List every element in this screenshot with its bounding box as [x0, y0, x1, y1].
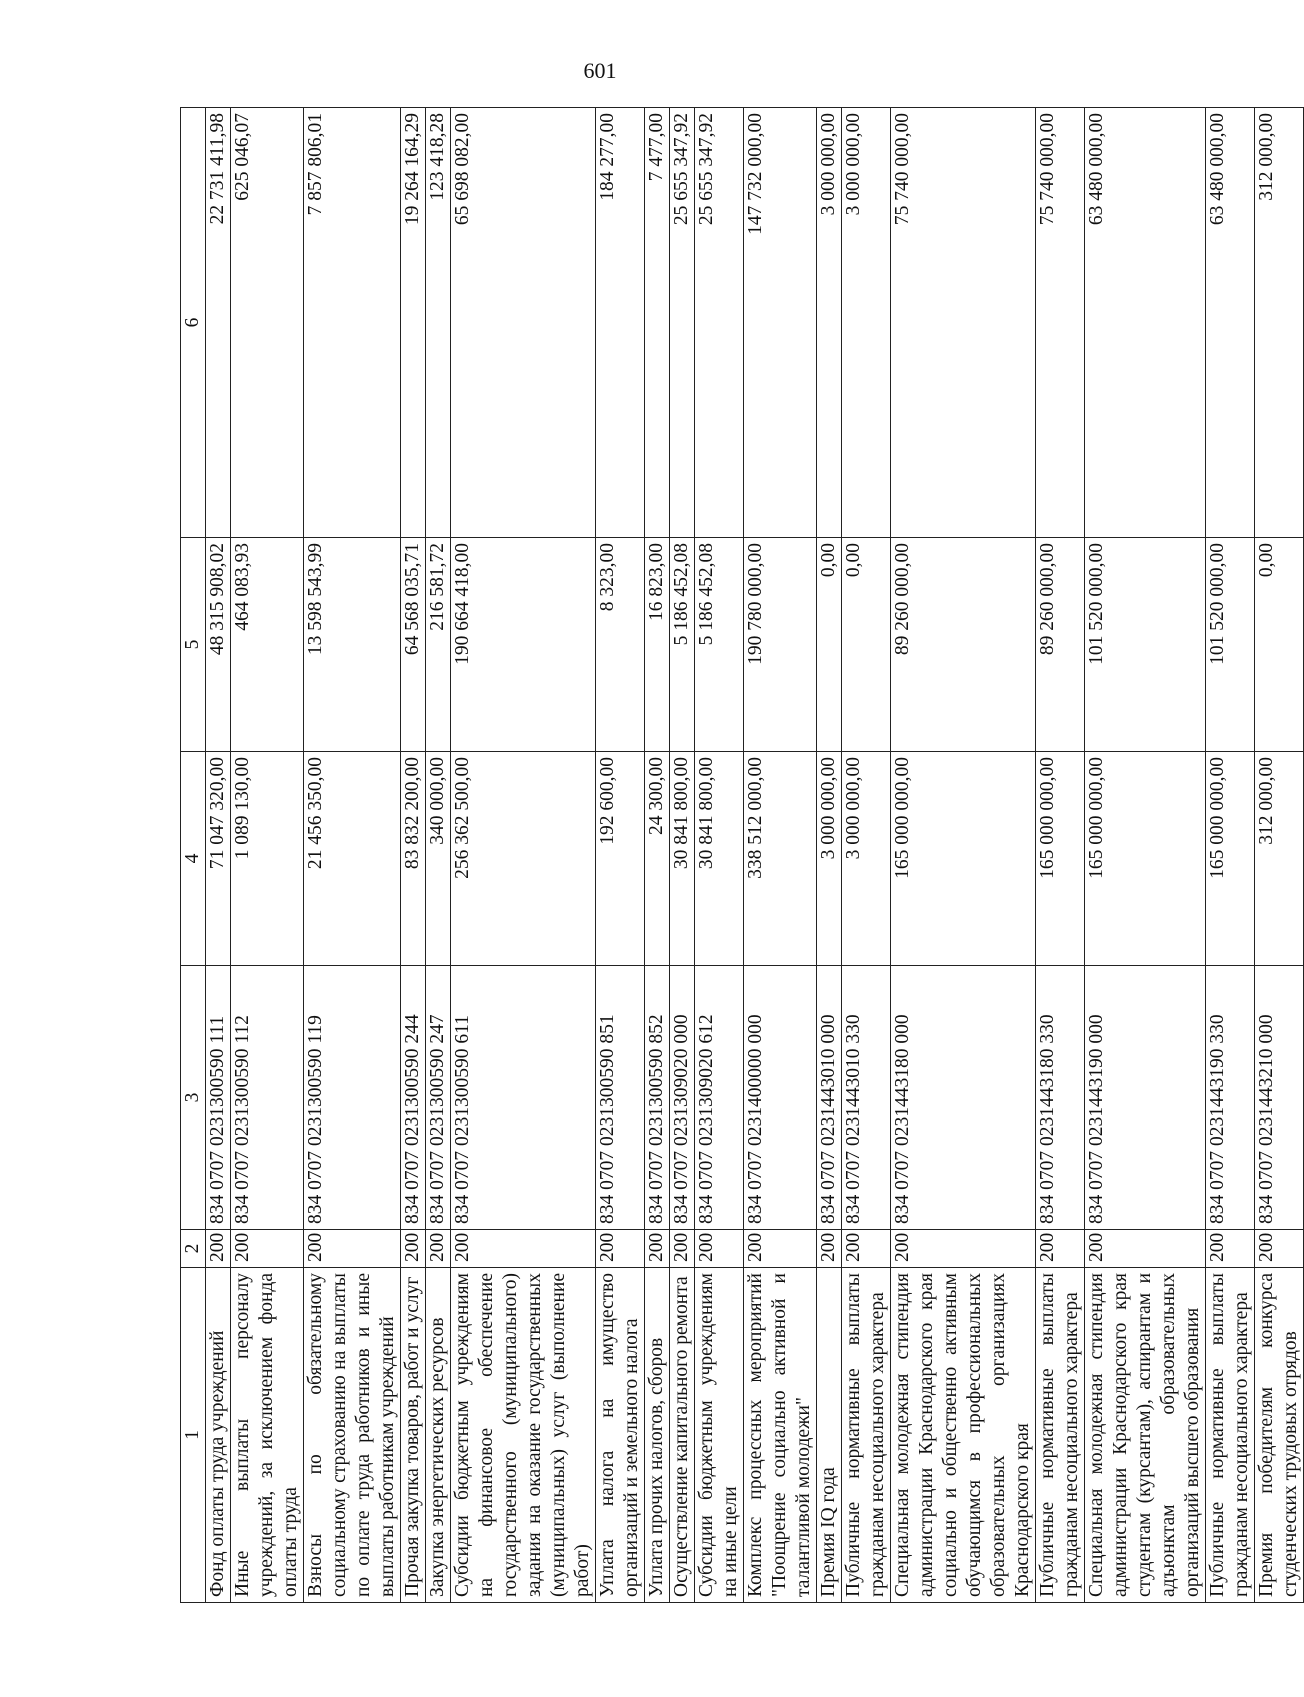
executed-amount-cell: 8 323,00: [596, 538, 645, 752]
executed-amount-cell: 101 520 000,00: [1085, 538, 1206, 752]
executed-amount-cell: 89 260 000,00: [891, 538, 1036, 752]
approved-amount-cell: 30 841 800,00: [695, 752, 744, 966]
line-code-cell: 200: [891, 1230, 1036, 1268]
line-code-cell: 200: [744, 1230, 817, 1268]
executed-amount-cell: 5 186 452,08: [670, 538, 695, 752]
table-row: [670, 108, 695, 1603]
approved-amount-cell: 165 000 000,00: [1206, 752, 1255, 966]
table-row: [206, 108, 231, 1603]
column-header: 4: [181, 752, 206, 966]
header-row: [181, 108, 206, 1603]
line-code-cell: 200: [1206, 1230, 1255, 1268]
unexecuted-amount-cell: 312 000,00: [1255, 108, 1304, 538]
unexecuted-amount-cell: 75 740 000,00: [1036, 108, 1085, 538]
approved-amount-cell: 338 512 000,00: [744, 752, 817, 966]
executed-amount-cell: 89 260 000,00: [1036, 538, 1085, 752]
budget-classification-code-cell: 834 0707 0231300590 119: [304, 966, 401, 1230]
budget-classification-code-cell: 834 0707 0231300590 247: [426, 966, 451, 1230]
approved-amount-cell: 3 000 000,00: [842, 752, 891, 966]
budget-classification-code-cell: 834 0707 0231443210 000: [1255, 966, 1304, 1230]
budget-classification-code-cell: 834 0707 0231443180 330: [1036, 966, 1085, 1230]
table-row: [1085, 108, 1206, 1603]
table-row: [304, 108, 401, 1603]
line-code-cell: 200: [670, 1230, 695, 1268]
table-row: [231, 108, 304, 1603]
approved-amount-cell: 165 000 000,00: [1036, 752, 1085, 966]
unexecuted-amount-cell: 123 418,28: [426, 108, 451, 538]
budget-classification-code-cell: 834 0707 0231300590 611: [451, 966, 596, 1230]
executed-amount-cell: 216 581,72: [426, 538, 451, 752]
column-header: 6: [181, 108, 206, 538]
table-row: [596, 108, 645, 1603]
budget-classification-code-cell: 834 0707 0231300590 112: [231, 966, 304, 1230]
budget-classification-code-cell: 834 0707 0231300590 852: [645, 966, 670, 1230]
executed-amount-cell: 64 568 035,71: [401, 538, 426, 752]
budget-classification-code-cell: 834 0707 0231309020 612: [695, 966, 744, 1230]
table-row: [426, 108, 451, 1603]
unexecuted-amount-cell: 3 000 000,00: [842, 108, 891, 538]
table-row: [695, 108, 744, 1603]
table-row: [842, 108, 891, 1603]
approved-amount-cell: 83 832 200,00: [401, 752, 426, 966]
unexecuted-amount-cell: 63 480 000,00: [1085, 108, 1206, 538]
unexecuted-amount-cell: 65 698 082,00: [451, 108, 596, 538]
expense-name-cell: Публичные нормативные выплаты гражданам несоциального характера: [842, 1268, 891, 1603]
line-code-cell: 200: [1036, 1230, 1085, 1268]
approved-amount-cell: 24 300,00: [645, 752, 670, 966]
rotated-table-container: [180, 108, 1301, 1603]
budget-classification-code-cell: 834 0707 0231443010 330: [842, 966, 891, 1230]
budget-classification-code-cell: 834 0707 0231300590 851: [596, 966, 645, 1230]
expense-name-cell: Специальная молодежная стипендия администрации Краснодарского края студентам (курсантам), аспирантам и адъюнктам образовательных организаций высшего образования: [1085, 1268, 1206, 1603]
expense-name-cell: Субсидии бюджетным учреждениям на финансовое обеспечение государственного (муниципального) задания на оказание государственных (муниципальных) услуг (выполнение работ): [451, 1268, 596, 1603]
unexecuted-amount-cell: 7 477,00: [645, 108, 670, 538]
executed-amount-cell: 16 823,00: [645, 538, 670, 752]
unexecuted-amount-cell: 625 046,07: [231, 108, 304, 538]
line-code-cell: 200: [426, 1230, 451, 1268]
line-code-cell: 200: [645, 1230, 670, 1268]
table-row: [817, 108, 842, 1603]
line-code-cell: 200: [401, 1230, 426, 1268]
expense-name-cell: Уплата прочих налогов, сборов: [645, 1268, 670, 1603]
line-code-cell: 200: [695, 1230, 744, 1268]
approved-amount-cell: 165 000 000,00: [1085, 752, 1206, 966]
table-row: [1036, 108, 1085, 1603]
executed-amount-cell: 101 520 000,00: [1206, 538, 1255, 752]
expense-name-cell: Публичные нормативные выплаты гражданам несоциального характера: [1036, 1268, 1085, 1603]
approved-amount-cell: 30 841 800,00: [670, 752, 695, 966]
line-code-cell: 200: [304, 1230, 401, 1268]
budget-classification-code-cell: 834 0707 0231400000 000: [744, 966, 817, 1230]
line-code-cell: 200: [231, 1230, 304, 1268]
unexecuted-amount-cell: 25 655 347,92: [670, 108, 695, 538]
column-header: 3: [181, 966, 206, 1230]
line-code-cell: 200: [206, 1230, 231, 1268]
table-row: [645, 108, 670, 1603]
budget-classification-code-cell: 834 0707 0231443180 000: [891, 966, 1036, 1230]
column-header: 2: [181, 1230, 206, 1268]
expense-name-cell: Иные выплаты персоналу учреждений, за исключением фонда оплаты труда: [231, 1268, 304, 1603]
executed-amount-cell: 190 780 000,00: [744, 538, 817, 752]
executed-amount-cell: 464 083,93: [231, 538, 304, 752]
executed-amount-cell: 5 186 452,08: [695, 538, 744, 752]
budget-classification-code-cell: 834 0707 0231443010 000: [817, 966, 842, 1230]
executed-amount-cell: 13 598 543,99: [304, 538, 401, 752]
expense-name-cell: Уплата налога на имущество организаций и земельного налога: [596, 1268, 645, 1603]
expense-name-cell: Взносы по обязательному социальному страхованию на выплаты по оплате труда работников и иные выплаты работникам учреждений: [304, 1268, 401, 1603]
table-row: [891, 108, 1036, 1603]
unexecuted-amount-cell: 25 655 347,92: [695, 108, 744, 538]
approved-amount-cell: 165 000 000,00: [891, 752, 1036, 966]
column-header: 5: [181, 538, 206, 752]
expense-name-cell: Комплекс процессных мероприятий "Поощрение социально активной и талантливой молодежи": [744, 1268, 817, 1603]
table-row: [451, 108, 596, 1603]
line-code-cell: 200: [842, 1230, 891, 1268]
page-number: 601: [583, 58, 617, 83]
budget-classification-code-cell: 834 0707 0231443190 330: [1206, 966, 1255, 1230]
unexecuted-amount-cell: 3 000 000,00: [817, 108, 842, 538]
approved-amount-cell: 1 089 130,00: [231, 752, 304, 966]
approved-amount-cell: 192 600,00: [596, 752, 645, 966]
executed-amount-cell: 0,00: [1255, 538, 1304, 752]
expense-name-cell: Осуществление капитального ремонта: [670, 1268, 695, 1603]
line-code-cell: 200: [817, 1230, 842, 1268]
budget-classification-code-cell: 834 0707 0231309020 000: [670, 966, 695, 1230]
approved-amount-cell: 21 456 350,00: [304, 752, 401, 966]
table-row: [744, 108, 817, 1603]
expense-name-cell: Закупка энергетических ресурсов: [426, 1268, 451, 1603]
executed-amount-cell: 48 315 908,02: [206, 538, 231, 752]
line-code-cell: 200: [1255, 1230, 1304, 1268]
column-header: 1: [181, 1268, 206, 1603]
unexecuted-amount-cell: 63 480 000,00: [1206, 108, 1255, 538]
expense-name-cell: Субсидии бюджетным учреждениям на иные цели: [695, 1268, 744, 1603]
unexecuted-amount-cell: 75 740 000,00: [891, 108, 1036, 538]
executed-amount-cell: 0,00: [817, 538, 842, 752]
expense-name-cell: Премия победителям конкурса студенческих трудовых отрядов: [1255, 1268, 1304, 1603]
expense-name-cell: Прочая закупка товаров, работ и услуг: [401, 1268, 426, 1603]
approved-amount-cell: 312 000,00: [1255, 752, 1304, 966]
line-code-cell: 200: [596, 1230, 645, 1268]
budget-classification-code-cell: 834 0707 0231300590 244: [401, 966, 426, 1230]
table-row: [1255, 108, 1304, 1603]
expense-name-cell: Публичные нормативные выплаты гражданам несоциального характера: [1206, 1268, 1255, 1603]
line-code-cell: 200: [451, 1230, 596, 1268]
budget-classification-code-cell: 834 0707 0231443190 000: [1085, 966, 1206, 1230]
executed-amount-cell: 0,00: [842, 538, 891, 752]
executed-amount-cell: 190 664 418,00: [451, 538, 596, 752]
unexecuted-amount-cell: 19 264 164,29: [401, 108, 426, 538]
expense-name-cell: Фонд оплаты труда учреждений: [206, 1268, 231, 1603]
expense-name-cell: Премия IQ года: [817, 1268, 842, 1603]
approved-amount-cell: 256 362 500,00: [451, 752, 596, 966]
expense-name-cell: Специальная молодежная стипендия администрации Краснодарского края социально и общественно активным обучающимся в профессиональных образовательных организациях Краснодарского края: [891, 1268, 1036, 1603]
table-row: [401, 108, 426, 1603]
budget-classification-code-cell: 834 0707 0231300590 111: [206, 966, 231, 1230]
unexecuted-amount-cell: 7 857 806,01: [304, 108, 401, 538]
table-body: [206, 108, 1304, 1603]
approved-amount-cell: 340 000,00: [426, 752, 451, 966]
table-row: [1206, 108, 1255, 1603]
budget-table: [180, 107, 1304, 1603]
approved-amount-cell: 71 047 320,00: [206, 752, 231, 966]
approved-amount-cell: 3 000 000,00: [817, 752, 842, 966]
unexecuted-amount-cell: 22 731 411,98: [206, 108, 231, 538]
unexecuted-amount-cell: 147 732 000,00: [744, 108, 817, 538]
line-code-cell: 200: [1085, 1230, 1206, 1268]
unexecuted-amount-cell: 184 277,00: [596, 108, 645, 538]
